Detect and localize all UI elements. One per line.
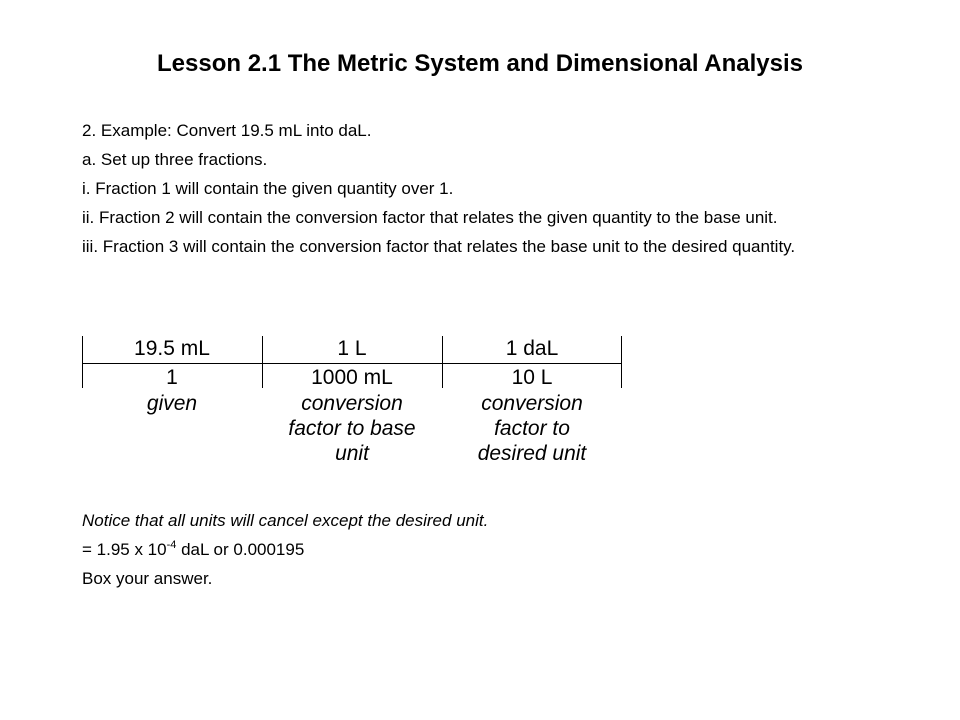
fraction-2-denominator: 1000 mL <box>311 366 393 389</box>
instructions <box>82 118 872 263</box>
fraction-1-denominator: 1 <box>166 366 178 389</box>
answer-prefix: = 1.95 x 10 <box>82 540 167 559</box>
notice-text: Notice that all units will cancel except the desired unit. <box>82 511 489 530</box>
step-ii: ii. Fraction 2 will contain the conversion factor that relates the given quantity to the base unit. <box>82 208 778 227</box>
fraction-1-numerator: 19.5 mL <box>134 337 210 360</box>
fraction-setup <box>82 336 624 471</box>
notes <box>82 508 872 595</box>
fraction-2-numerator: 1 L <box>337 337 367 360</box>
fraction-2-caption: conversion factor to base unit <box>288 392 416 465</box>
fraction-bar <box>82 363 622 364</box>
step-iii: iii. Fraction 3 will contain the conversion factor that relates the base unit to the desired quantity. <box>82 237 796 256</box>
step-a: a. Set up three fractions. <box>82 150 268 169</box>
step-i: i. Fraction 1 will contain the given quantity over 1. <box>82 179 454 198</box>
answer-line <box>82 537 872 562</box>
step-example: 2. Example: Convert 19.5 mL into daL. <box>82 121 372 140</box>
answer-exponent: -4 <box>166 539 177 551</box>
fraction-3-denominator: 10 L <box>511 366 553 389</box>
box-answer-note: Box your answer. <box>82 569 213 588</box>
fraction-3-caption: conversion factor to desired unit <box>477 392 587 465</box>
page-title: Lesson 2.1 The Metric System and Dimensional Analysis <box>157 50 803 77</box>
answer-suffix: daL or 0.000195 <box>176 540 305 559</box>
fraction-1-caption: given <box>146 392 198 415</box>
fraction-3-numerator: 1 daL <box>505 337 559 360</box>
